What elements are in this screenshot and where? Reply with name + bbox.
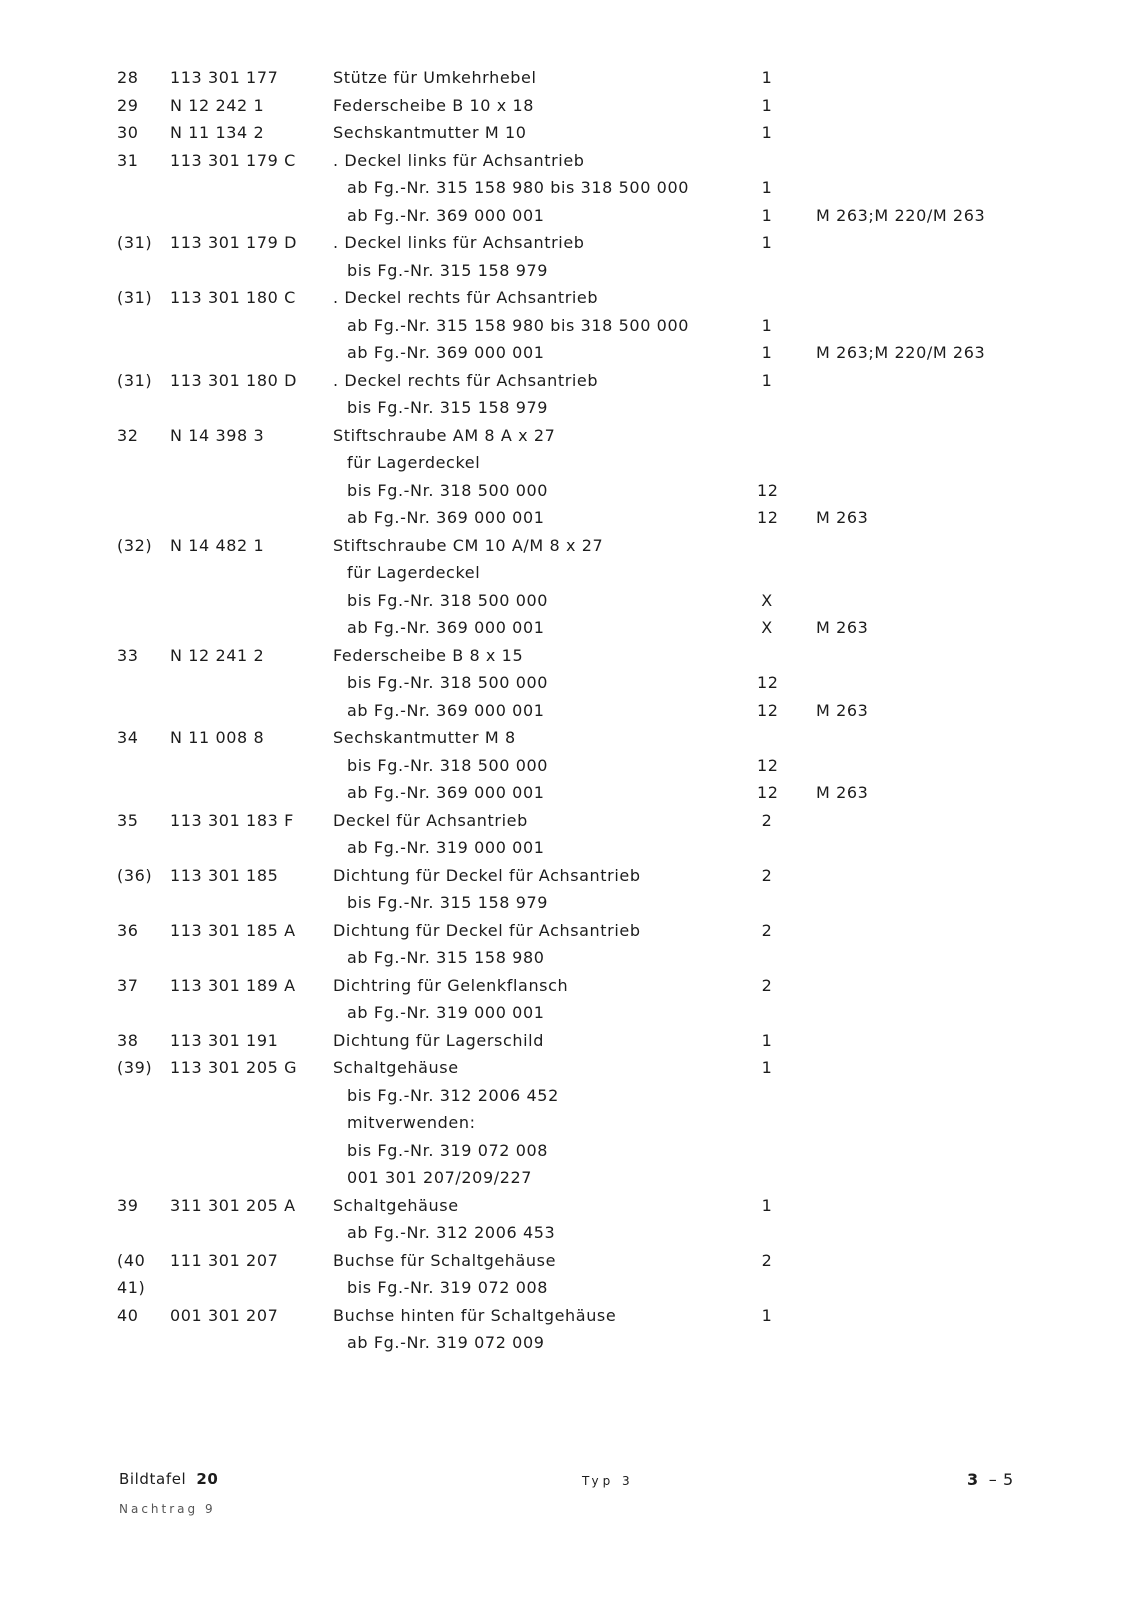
parts-row <box>0 919 1143 943</box>
description: bis Fg.-Nr. 319 072 008 <box>347 1141 549 1160</box>
description: bis Fg.-Nr. 315 158 979 <box>347 261 549 280</box>
part-number: 113 301 185 <box>170 866 279 885</box>
quantity: 1 <box>761 343 773 362</box>
quantity: X <box>761 618 773 637</box>
footer-type: Typ 3 <box>582 1474 634 1488</box>
parts-row <box>0 479 1143 503</box>
quantity: 1 <box>761 371 773 390</box>
description: ab Fg.-Nr. 369 000 001 <box>347 701 545 720</box>
footer-page-number <box>967 1470 1014 1489</box>
description: mitverwenden: <box>347 1113 476 1132</box>
plate-number: 20 <box>196 1470 219 1488</box>
parts-row <box>0 369 1143 393</box>
part-number: 311 301 205 A <box>170 1196 296 1215</box>
part-number: 113 301 205 G <box>170 1058 298 1077</box>
description: ab Fg.-Nr. 369 000 001 <box>347 618 545 637</box>
parts-row <box>0 149 1143 173</box>
quantity: 1 <box>761 206 773 225</box>
quantity: 2 <box>761 976 773 995</box>
parts-row <box>0 259 1143 283</box>
parts-row <box>0 1111 1143 1135</box>
position-number: 36 <box>117 921 139 940</box>
quantity: X <box>761 591 773 610</box>
position-number: (31) <box>117 288 153 307</box>
description: bis Fg.-Nr. 315 158 979 <box>347 893 549 912</box>
description: Stütze für Umkehrhebel <box>333 68 537 87</box>
description: Schaltgehäuse <box>333 1058 459 1077</box>
parts-row <box>0 809 1143 833</box>
position-number: 40 <box>117 1306 139 1325</box>
parts-row <box>0 94 1143 118</box>
description: Sechskantmutter M 8 <box>333 728 516 747</box>
description: ab Fg.-Nr. 369 000 001 <box>347 783 545 802</box>
description: Buchse für Schaltgehäuse <box>333 1251 557 1270</box>
parts-row <box>0 506 1143 530</box>
description: Federscheibe B 10 x 18 <box>333 96 535 115</box>
quantity: 1 <box>761 1031 773 1050</box>
part-number: 113 301 179 D <box>170 233 297 252</box>
parts-row <box>0 341 1143 365</box>
part-number: N 14 482 1 <box>170 536 265 555</box>
description: ab Fg.-Nr. 369 000 001 <box>347 206 545 225</box>
parts-row <box>0 424 1143 448</box>
parts-row <box>0 451 1143 475</box>
page-number: – 5 <box>988 1470 1014 1489</box>
position-number: 41) <box>117 1278 146 1297</box>
remark: M 263;M 220/M 263 <box>816 343 986 362</box>
description: ab Fg.-Nr. 319 000 001 <box>347 1003 545 1022</box>
description: Buchse hinten für Schaltgehäuse <box>333 1306 617 1325</box>
quantity: 1 <box>761 178 773 197</box>
part-number: N 14 398 3 <box>170 426 265 445</box>
parts-row <box>0 1331 1143 1355</box>
footer-plate <box>119 1470 218 1488</box>
description: für Lagerdeckel <box>347 453 481 472</box>
description: . Deckel links für Achsantrieb <box>333 233 585 252</box>
part-number: 113 301 180 D <box>170 371 297 390</box>
quantity: 12 <box>757 481 779 500</box>
part-number: N 11 008 8 <box>170 728 265 747</box>
parts-row <box>0 1304 1143 1328</box>
description: Deckel für Achsantrieb <box>333 811 528 830</box>
remark: M 263 <box>816 783 869 802</box>
quantity: 12 <box>757 701 779 720</box>
quantity: 2 <box>761 1251 773 1270</box>
parts-row <box>0 1084 1143 1108</box>
description: Dichtung für Deckel für Achsantrieb <box>333 866 641 885</box>
parts-row <box>0 561 1143 585</box>
description: ab Fg.-Nr. 319 072 009 <box>347 1333 545 1352</box>
quantity: 2 <box>761 811 773 830</box>
parts-row <box>0 314 1143 338</box>
quantity: 1 <box>761 68 773 87</box>
parts-row <box>0 754 1143 778</box>
parts-row <box>0 616 1143 640</box>
parts-row <box>0 699 1143 723</box>
position-number: 30 <box>117 123 139 142</box>
position-number: (36) <box>117 866 153 885</box>
parts-row <box>0 974 1143 998</box>
parts-row <box>0 671 1143 695</box>
remark: M 263 <box>816 508 869 527</box>
position-number: (31) <box>117 233 153 252</box>
description: bis Fg.-Nr. 318 500 000 <box>347 756 549 775</box>
quantity: 12 <box>757 508 779 527</box>
parts-row <box>0 726 1143 750</box>
parts-row <box>0 1276 1143 1300</box>
position-number: 32 <box>117 426 139 445</box>
quantity: 1 <box>761 316 773 335</box>
part-number: 113 301 191 <box>170 1031 279 1050</box>
position-number: 37 <box>117 976 139 995</box>
description: Sechskantmutter M 10 <box>333 123 527 142</box>
footer-supplement: Nachtrag 9 <box>119 1502 216 1516</box>
part-number: 113 301 177 <box>170 68 279 87</box>
position-number: 34 <box>117 728 139 747</box>
description: Stiftschraube CM 10 A/M 8 x 27 <box>333 536 604 555</box>
part-number: 113 301 185 A <box>170 921 296 940</box>
part-number: 113 301 180 C <box>170 288 296 307</box>
part-number: 001 301 207 <box>170 1306 279 1325</box>
parts-row <box>0 231 1143 255</box>
parts-row <box>0 534 1143 558</box>
quantity: 12 <box>757 783 779 802</box>
quantity: 1 <box>761 96 773 115</box>
parts-row <box>0 1166 1143 1190</box>
description: Dichtung für Lagerschild <box>333 1031 544 1050</box>
quantity: 2 <box>761 921 773 940</box>
parts-row <box>0 836 1143 860</box>
description: bis Fg.-Nr. 318 500 000 <box>347 481 549 500</box>
parts-row <box>0 1221 1143 1245</box>
description: ab Fg.-Nr. 369 000 001 <box>347 508 545 527</box>
description: bis Fg.-Nr. 315 158 979 <box>347 398 549 417</box>
description: Dichtung für Deckel für Achsantrieb <box>333 921 641 940</box>
parts-row <box>0 946 1143 970</box>
parts-row <box>0 1056 1143 1080</box>
quantity: 12 <box>757 756 779 775</box>
remark: M 263 <box>816 701 869 720</box>
position-number: 38 <box>117 1031 139 1050</box>
position-number: 29 <box>117 96 139 115</box>
part-number: 111 301 207 <box>170 1251 279 1270</box>
quantity: 1 <box>761 1306 773 1325</box>
description: ab Fg.-Nr. 312 2006 453 <box>347 1223 556 1242</box>
section-number: 3 <box>967 1470 979 1489</box>
quantity: 1 <box>761 233 773 252</box>
parts-row <box>0 396 1143 420</box>
description: Federscheibe B 8 x 15 <box>333 646 524 665</box>
parts-row <box>0 176 1143 200</box>
description: bis Fg.-Nr. 318 500 000 <box>347 591 549 610</box>
description: für Lagerdeckel <box>347 563 481 582</box>
parts-row <box>0 66 1143 90</box>
quantity: 2 <box>761 866 773 885</box>
position-number: 39 <box>117 1196 139 1215</box>
part-number: 113 301 189 A <box>170 976 296 995</box>
parts-row <box>0 1001 1143 1025</box>
parts-row <box>0 1029 1143 1053</box>
parts-row <box>0 286 1143 310</box>
part-number: 113 301 179 C <box>170 151 296 170</box>
parts-row <box>0 589 1143 613</box>
position-number: (32) <box>117 536 153 555</box>
position-number: 31 <box>117 151 139 170</box>
description: ab Fg.-Nr. 315 158 980 bis 318 500 000 <box>347 178 690 197</box>
parts-row <box>0 864 1143 888</box>
parts-row <box>0 1194 1143 1218</box>
parts-row <box>0 1139 1143 1163</box>
parts-row <box>0 204 1143 228</box>
part-number: N 12 242 1 <box>170 96 265 115</box>
remark: M 263;M 220/M 263 <box>816 206 986 225</box>
description: . Deckel rechts für Achsantrieb <box>333 288 599 307</box>
quantity: 1 <box>761 1196 773 1215</box>
position-number: 28 <box>117 68 139 87</box>
position-number: 35 <box>117 811 139 830</box>
parts-row <box>0 781 1143 805</box>
description: Dichtring für Gelenkflansch <box>333 976 569 995</box>
description: ab Fg.-Nr. 369 000 001 <box>347 343 545 362</box>
quantity: 1 <box>761 123 773 142</box>
description: . Deckel links für Achsantrieb <box>333 151 585 170</box>
part-number: N 12 241 2 <box>170 646 265 665</box>
parts-row <box>0 891 1143 915</box>
quantity: 12 <box>757 673 779 692</box>
position-number: (39) <box>117 1058 153 1077</box>
description: ab Fg.-Nr. 315 158 980 bis 318 500 000 <box>347 316 690 335</box>
part-number: 113 301 183 F <box>170 811 294 830</box>
description: ab Fg.-Nr. 319 000 001 <box>347 838 545 857</box>
description: . Deckel rechts für Achsantrieb <box>333 371 599 390</box>
position-number: 33 <box>117 646 139 665</box>
description: ab Fg.-Nr. 315 158 980 <box>347 948 545 967</box>
parts-row <box>0 644 1143 668</box>
parts-row <box>0 1249 1143 1273</box>
part-number: N 11 134 2 <box>170 123 265 142</box>
description: bis Fg.-Nr. 319 072 008 <box>347 1278 549 1297</box>
remark: M 263 <box>816 618 869 637</box>
position-number: (31) <box>117 371 153 390</box>
description: 001 301 207/209/227 <box>347 1168 533 1187</box>
position-number: (40 <box>117 1251 146 1270</box>
parts-row <box>0 121 1143 145</box>
description: bis Fg.-Nr. 318 500 000 <box>347 673 549 692</box>
quantity: 1 <box>761 1058 773 1077</box>
description: Stiftschraube AM 8 A x 27 <box>333 426 556 445</box>
description: Schaltgehäuse <box>333 1196 459 1215</box>
description: bis Fg.-Nr. 312 2006 452 <box>347 1086 559 1105</box>
plate-label: Bildtafel <box>119 1470 187 1488</box>
